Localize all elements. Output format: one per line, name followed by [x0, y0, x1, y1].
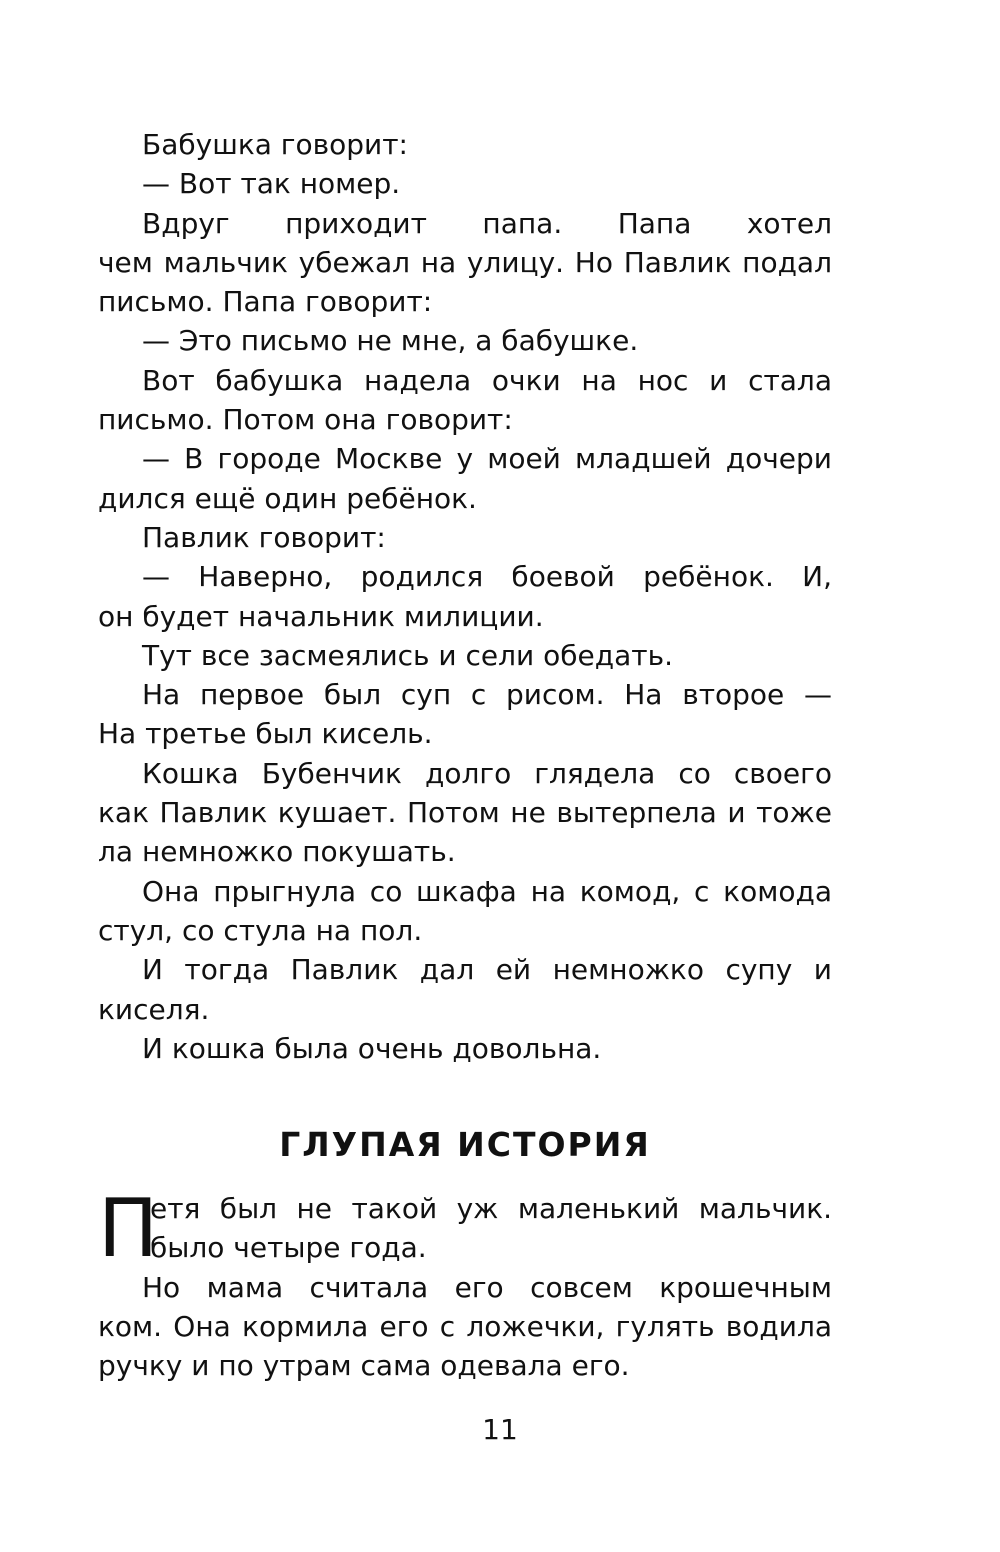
- text-line: ком. Она кормила его с ложечки, гулять водила: [98, 1310, 832, 1344]
- text-line: письмо. Папа говорит:: [98, 285, 433, 319]
- text-line: На первое был суп с рисом. На второе —: [142, 678, 832, 712]
- text-line: чем мальчик убежал на улицу. Но Павлик подал: [98, 245, 832, 279]
- text-line: И кошка была очень довольна.: [142, 1031, 602, 1065]
- text-line: Она прыгнула со шкафа на комод, с комода: [142, 874, 832, 908]
- text-line: как Павлик кушает. Потом не вытерпела и тоже: [98, 796, 832, 830]
- dropcap-lines: [98, 1182, 832, 1276]
- text-line: — Наверно, родился боевой ребёнок. И,: [142, 560, 832, 594]
- story-start-paragraphs: [98, 1268, 832, 1386]
- text-line: Кошка Бубенчик долго глядела со своего: [142, 756, 832, 790]
- page-number: 11: [482, 1413, 518, 1446]
- text-line: И тогда Павлик дал ей немножко супу и: [142, 953, 832, 987]
- dropcap-paragraph: [98, 1182, 832, 1276]
- text-line: Вдруг приходит папа. Папа хотел: [142, 206, 832, 240]
- text-line: — Это письмо не мне, а бабушке.: [142, 324, 639, 358]
- text-line: ла немножко покушать.: [98, 835, 456, 869]
- text-line: Но мама считала его совсем крошечным: [142, 1270, 832, 1304]
- text-line: стул, со стула на пол.: [98, 913, 423, 947]
- text-line: Тут все засмеялись и сели обедать.: [142, 638, 674, 672]
- text-line: Бабушка говорит:: [142, 128, 408, 161]
- story-end-paragraphs: [98, 125, 832, 1068]
- drop-cap-letter: П: [98, 1182, 159, 1276]
- text-line: письмо. Потом она говорит:: [98, 403, 513, 437]
- text-line: он будет начальник милиции.: [98, 599, 544, 633]
- text-line: Вот бабушка надела очки на нос и стала: [142, 363, 832, 397]
- chapter-heading: ГЛУПАЯ ИСТОРИЯ: [279, 1125, 651, 1165]
- text-line: ручку и по утрам сама одевала его.: [98, 1349, 630, 1383]
- page-text: [98, 125, 832, 1386]
- text-line: дился ещё один ребёнок.: [98, 481, 477, 515]
- text-line: — Вот так номер.: [142, 167, 401, 201]
- text-line: — В городе Москве у моей младшей дочери: [142, 442, 832, 476]
- text-line: киселя.: [98, 992, 210, 1026]
- text-line: Павлик говорит:: [142, 520, 386, 554]
- text-line: было четыре года.: [150, 1231, 427, 1265]
- text-line: етя был не такой уж маленький мальчик.: [150, 1192, 832, 1226]
- text-line: На третье был кисель.: [98, 717, 433, 751]
